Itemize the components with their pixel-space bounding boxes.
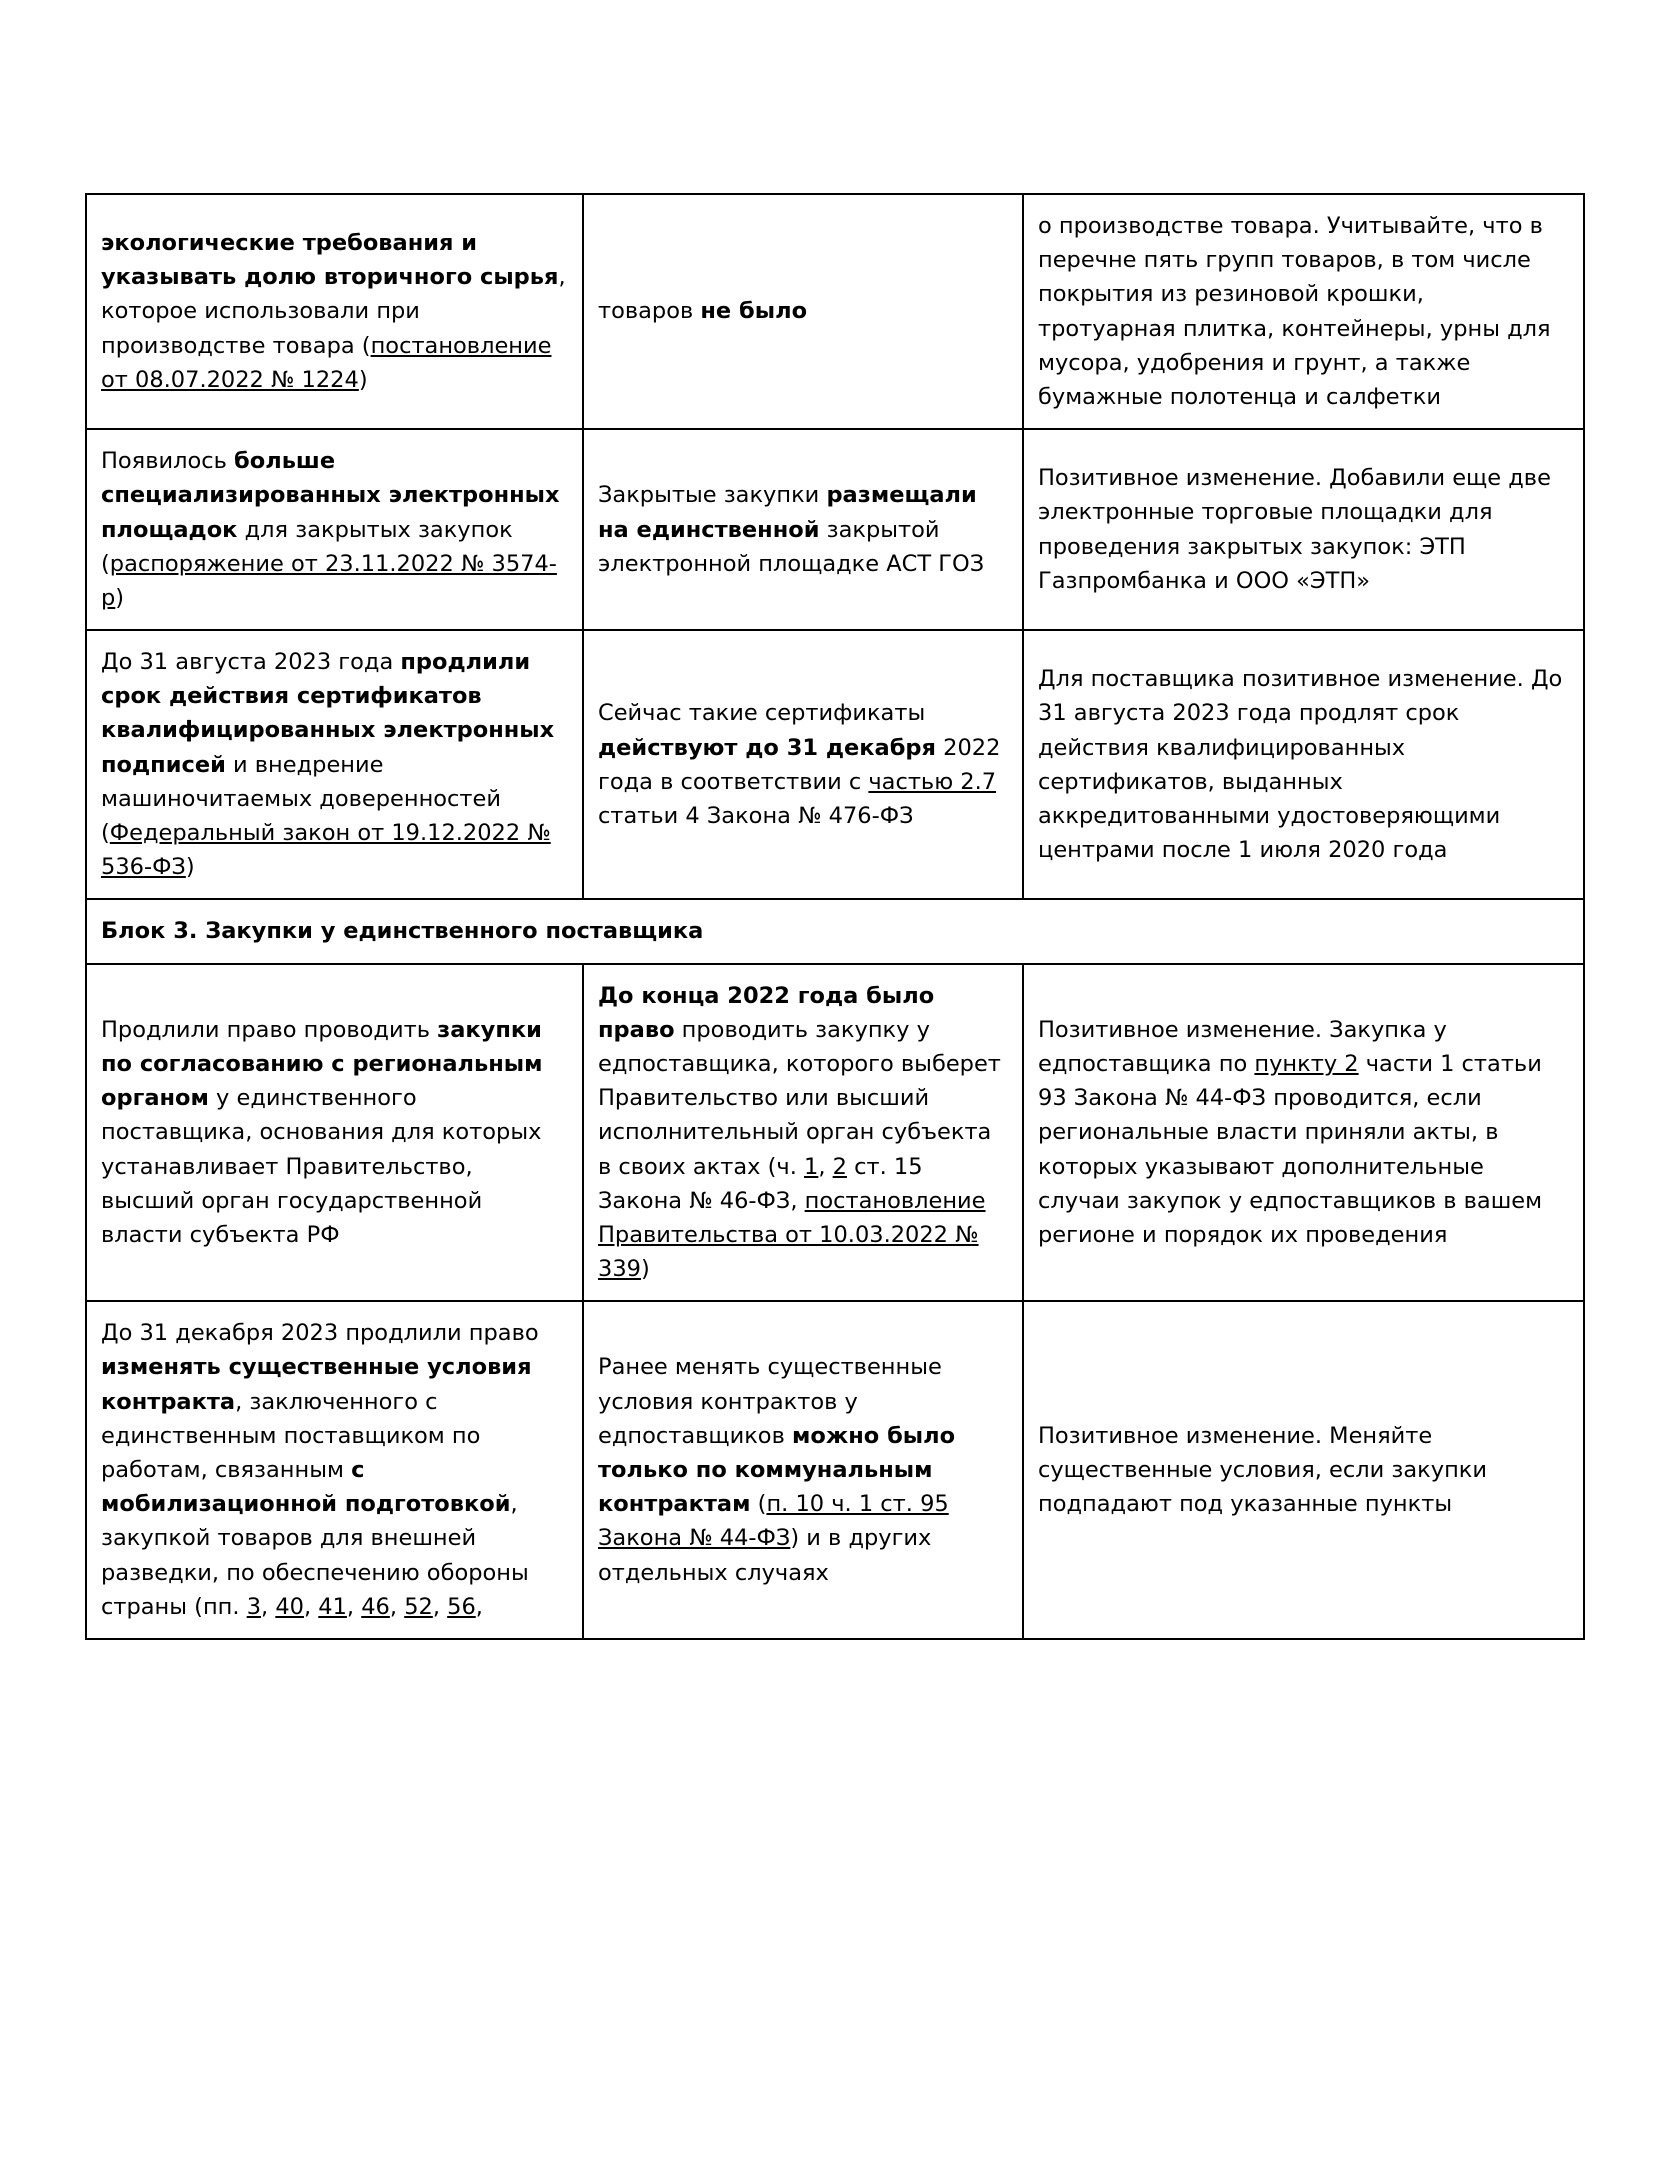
cell-row3-col3: Для поставщика позитивное изменение. До 31 августа 2023 года продлят срок действия квалифицированных сертификатов, выданных аккредитованными удостоверяющими центрами после 1 июля 2020 года bbox=[1023, 630, 1584, 899]
legal-reference-link[interactable]: частью 2.7 bbox=[868, 768, 997, 795]
plain-text: Ранее менять существенные условия контрактов у едпоставщиков bbox=[598, 1354, 942, 1449]
plain-text: ( bbox=[750, 1491, 767, 1518]
legal-point-link[interactable]: 56 bbox=[447, 1593, 476, 1620]
legal-point-link[interactable]: 40 bbox=[275, 1593, 304, 1620]
cell-row5-col3 bbox=[1023, 964, 1584, 1302]
cell-row2-col3: Позитивное изменение. Добавили еще две электронные торговые площадки для проведения закрытых закупок: ЭТП Газпромбанка и ООО «ЭТП» bbox=[1023, 429, 1584, 630]
plain-text: , bbox=[346, 1593, 362, 1620]
legal-reference-link[interactable]: 2 bbox=[832, 1153, 847, 1180]
bold-text: изменять существенные условия контракта bbox=[101, 1354, 532, 1415]
plain-text: закрытой электронной площадке АСТ ГОЗ bbox=[598, 516, 985, 577]
bold-text: экологические требования и указывать долю вторичного сырья bbox=[101, 230, 559, 291]
plain-text: , bbox=[432, 1593, 448, 1620]
plain-text: части 1 статьи 93 Закона № 44-ФЗ проводится, если региональные власти приняли акты, в которых указывают дополнительные случаи закупок у едпоставщиков в вашем регионе и порядок их проведения bbox=[1038, 1050, 1543, 1248]
cell-row6-col1 bbox=[86, 1301, 583, 1639]
cell-row2-col2 bbox=[583, 429, 1023, 630]
plain-text: , bbox=[475, 1593, 483, 1620]
plain-text: , которое использовали при производстве товара ( bbox=[101, 264, 566, 359]
plain-text: проводить закупку у едпоставщика, которого выберет Правительство или высший исполнительный орган субъекта в своих актах (ч. bbox=[598, 1016, 1001, 1180]
table-row bbox=[86, 194, 1584, 429]
bold-text: продлили срок действия сертификатов квалифицированных электронных подписей bbox=[101, 649, 555, 778]
cell-row2-col1 bbox=[86, 429, 583, 630]
cell-row5-col1 bbox=[86, 964, 583, 1302]
cell-row3-col2 bbox=[583, 630, 1023, 899]
plain-text: ) bbox=[358, 366, 368, 393]
table-row bbox=[86, 1301, 1584, 1639]
cell-row1-col1 bbox=[86, 194, 583, 429]
plain-text: Закрытые закупки bbox=[598, 482, 827, 509]
table-row bbox=[86, 964, 1584, 1302]
legal-point-link[interactable]: 3 bbox=[246, 1593, 262, 1620]
section-heading-block3: Блок 3. Закупки у единственного поставщика bbox=[86, 899, 1584, 963]
cell-row6-col3: Позитивное изменение. Меняйте существенные условия, если закупки подпадают под указанные пункты bbox=[1023, 1301, 1584, 1639]
plain-text: ст. 15 Закона № 46-ФЗ, bbox=[598, 1153, 923, 1214]
plain-text: 2022 года в соответствии с bbox=[598, 734, 1001, 795]
plain-text: До 31 августа 2023 года bbox=[101, 649, 401, 676]
legal-point-link[interactable]: 52 bbox=[404, 1593, 433, 1620]
cell-row5-col2 bbox=[583, 964, 1023, 1302]
legal-reference-link[interactable]: 1 bbox=[804, 1153, 819, 1180]
plain-text: , закупкой товаров для внешней разведки, по обеспечению обороны страны (пп. bbox=[101, 1491, 529, 1620]
plain-text: Позитивное изменение. Закупка у едпоставщика по bbox=[1038, 1016, 1447, 1077]
bold-text: закупки по согласованию с региональным органом bbox=[101, 1016, 543, 1112]
plain-text: ) bbox=[640, 1256, 650, 1283]
plain-text: для закрытых закупок ( bbox=[101, 516, 513, 577]
plain-text: , bbox=[303, 1593, 319, 1620]
legal-reference-link[interactable]: распоряжение от 23.11.2022 № 3574-р bbox=[101, 550, 557, 611]
bold-text: До конца 2022 года было право bbox=[598, 982, 935, 1043]
plain-text: Продлили право проводить bbox=[101, 1016, 438, 1043]
table-section-row bbox=[86, 899, 1584, 963]
legal-point-link[interactable]: 41 bbox=[318, 1593, 347, 1620]
cell-row3-col1 bbox=[86, 630, 583, 899]
table-row bbox=[86, 630, 1584, 899]
plain-text: , bbox=[818, 1153, 833, 1180]
bold-text: действуют до 31 декабря bbox=[598, 734, 936, 761]
bold-text: больше специализированных электронных площадок bbox=[101, 448, 560, 543]
legal-reference-link[interactable]: п. 10 ч. 1 ст. 95 Закона № 44-ФЗ bbox=[598, 1491, 949, 1552]
plain-text: Сейчас такие сертификаты bbox=[598, 700, 926, 727]
plain-text: у единственного поставщика, основания для которых устанавливает Правительство, высший орган государственной власти субъекта РФ bbox=[101, 1085, 542, 1248]
cell-row1-col2 bbox=[583, 194, 1023, 429]
legal-reference-link[interactable]: пункту 2 bbox=[1254, 1050, 1359, 1077]
table-container bbox=[85, 193, 1583, 1640]
plain-text: , bbox=[389, 1593, 405, 1620]
bold-text: не было bbox=[700, 298, 808, 325]
bold-text: можно было только по коммунальным контрактам bbox=[598, 1422, 956, 1518]
plain-text: До 31 декабря 2023 продлили право bbox=[101, 1320, 539, 1347]
plain-text: ) bbox=[185, 854, 195, 881]
legal-point-link[interactable]: 46 bbox=[361, 1593, 390, 1620]
plain-text: товаров bbox=[598, 298, 701, 325]
legal-reference-link[interactable]: постановление Правительства от 10.03.2022 № 339 bbox=[598, 1187, 986, 1283]
legal-reference-link[interactable]: Федеральный закон от 19.12.2022 № 536-ФЗ bbox=[101, 820, 551, 881]
plain-text: , bbox=[261, 1593, 276, 1620]
cell-row6-col2 bbox=[583, 1301, 1023, 1639]
legal-reference-link[interactable]: постановление от 08.07.2022 № 1224 bbox=[101, 332, 552, 393]
legal-point-links[interactable] bbox=[247, 1594, 476, 1620]
plain-text: ) bbox=[115, 584, 125, 611]
plain-text: Появилось bbox=[101, 448, 235, 475]
table-row bbox=[86, 429, 1584, 630]
plain-text: статьи 4 Закона № 476-ФЗ bbox=[598, 802, 914, 829]
changes-table bbox=[85, 193, 1585, 1640]
cell-row1-col3: о производстве товара. Учитывайте, что в перечне пять групп товаров, в том числе покрытия из резиновой крошки, тротуарная плитка, контейнеры, урны для мусора, удобрения и грунт, а также бумажные полотенца и салфетки bbox=[1023, 194, 1584, 429]
bold-text: размещали на единственной bbox=[598, 482, 977, 543]
bold-text: с мобилизационной подготовкой bbox=[101, 1457, 511, 1518]
plain-text: ) и в других отдельных случаях bbox=[598, 1525, 932, 1586]
plain-text: и внедрение машиночитаемых доверенностей ( bbox=[101, 751, 501, 846]
plain-text: , заключенного с единственным поставщиком по работам, связанным bbox=[101, 1388, 481, 1483]
